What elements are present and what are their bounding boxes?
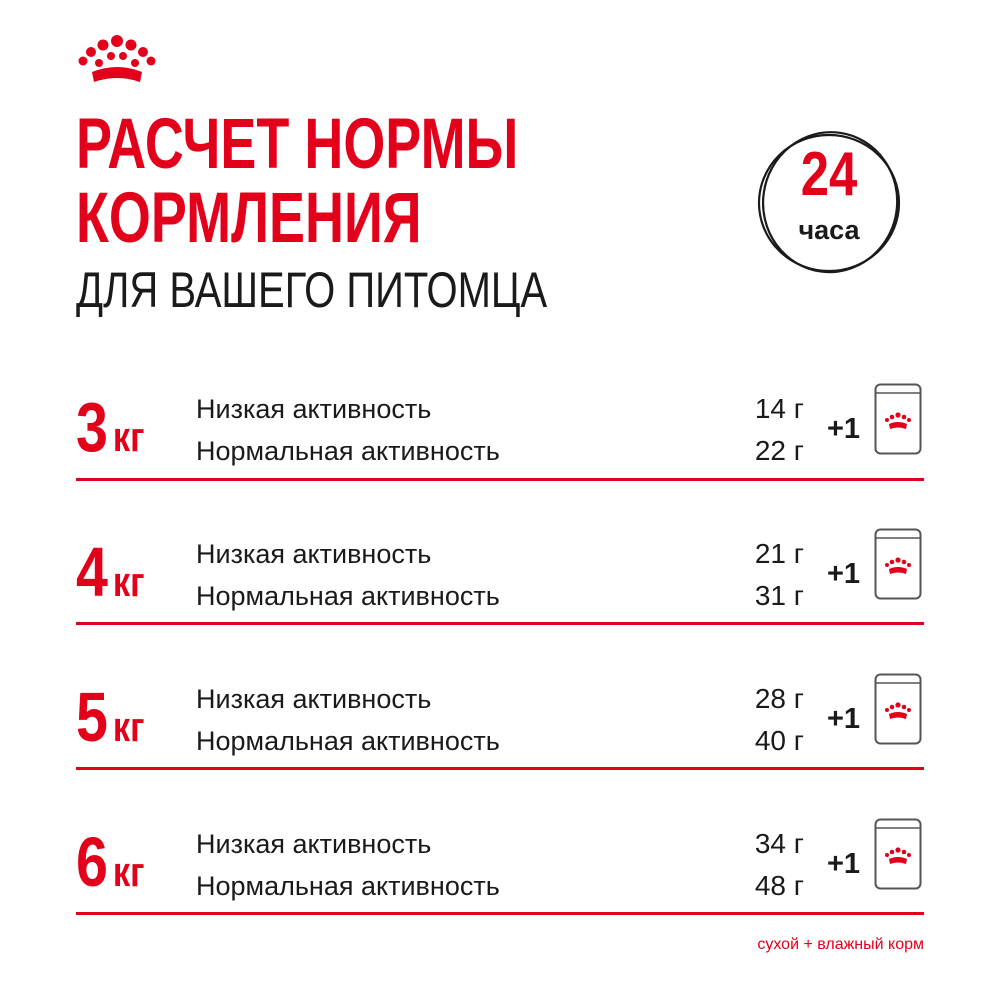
low-activity-grams: 21 г [754, 538, 804, 569]
low-activity-label: Низкая активность [196, 684, 432, 714]
feeding-row [0, 655, 1000, 800]
footnote: сухой + влажный корм [757, 936, 924, 953]
normal-activity-label: Нормальная активность [196, 436, 500, 466]
crown-logo-icon [78, 34, 156, 86]
low-activity-grams: 14 г [754, 393, 804, 424]
weight-label: 4 кг [76, 533, 145, 611]
plus-pouch-count: +1 [827, 703, 861, 735]
wet-food-pouch-icon [874, 818, 922, 890]
low-activity-label: Низкая активность [196, 394, 432, 424]
low-activity-label: Низкая активность [196, 829, 432, 859]
row-divider [76, 767, 924, 770]
page-subtitle: ДЛЯ ВАШЕГО ПИТОМЦА [76, 262, 548, 318]
low-activity-grams: 28 г [754, 683, 804, 714]
wet-food-pouch-icon [874, 673, 922, 745]
normal-activity-grams: 22 г [754, 435, 804, 466]
normal-activity-grams: 31 г [754, 580, 804, 611]
weight-label: 3 кг [76, 388, 145, 466]
plus-pouch-count: +1 [827, 558, 861, 590]
row-divider [76, 478, 924, 481]
normal-activity-label: Нормальная активность [196, 581, 500, 611]
low-activity-label: Низкая активность [196, 539, 432, 569]
normal-activity-label: Нормальная активность [196, 726, 500, 756]
feeding-row [0, 800, 1000, 945]
plus-pouch-count: +1 [827, 413, 861, 445]
normal-activity-label: Нормальная активность [196, 871, 500, 901]
wet-food-pouch-icon [874, 383, 922, 455]
row-divider [76, 912, 924, 915]
row-divider [76, 622, 924, 625]
normal-activity-grams: 48 г [754, 870, 804, 901]
badge-number: 24 [800, 140, 858, 209]
title-line-1: РАСЧЕТ НОРМЫ [76, 105, 519, 184]
badge-unit: часа [798, 215, 860, 245]
feeding-row [0, 510, 1000, 655]
page-title [76, 105, 519, 258]
wet-food-pouch-icon [874, 528, 922, 600]
title-line-2: КОРМЛЕНИЯ [76, 179, 422, 258]
feeding-row [0, 365, 1000, 510]
weight-label: 6 кг [76, 823, 145, 901]
normal-activity-grams: 40 г [754, 725, 804, 756]
weight-label: 5 кг [76, 678, 145, 756]
plus-pouch-count: +1 [827, 848, 861, 880]
low-activity-grams: 34 г [754, 828, 804, 859]
